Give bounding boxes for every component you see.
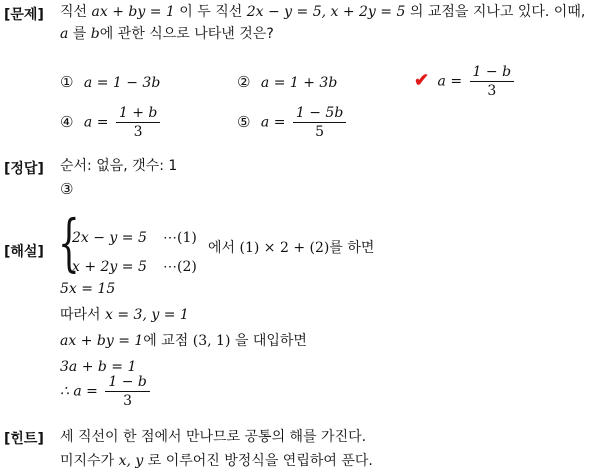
system-tag-1: ⋯(1) xyxy=(163,230,197,246)
choice-1[interactable]: ① a = 1 − 3b xyxy=(60,73,161,91)
hint-label: [힌트] xyxy=(4,431,44,447)
choice-3[interactable]: ✔ a = $\frac{1 - b}{3}$ xyxy=(414,64,514,99)
step-1: 5x = 15 xyxy=(60,281,116,297)
fraction: $\frac{1 + b}{3}$ xyxy=(116,105,161,140)
system-eq-2: x + 2y = 5 xyxy=(72,259,147,275)
problem-label: [문제] xyxy=(4,7,44,23)
problem-line-1: 직선 ax + by = 1 이 두 직선 2x − y = 5, x + 2y = 5 의 교점을 지나고 있다. 이때, xyxy=(60,4,586,20)
answer-info: 순서: 없음, 갯수: 1 xyxy=(60,158,178,174)
equation-pair: 2x − y = 5, x + 2y = 5 xyxy=(246,4,406,20)
system-operation: 에서 (1) × 2 + (2)를 하면 xyxy=(208,240,375,256)
choice-5[interactable]: ⑤ a = $\frac{1 - 5b}{5}$ xyxy=(237,105,346,140)
hint-line-1: 세 직선이 한 점에서 만나므로 공통의 해를 가진다. xyxy=(60,429,367,445)
system-tag-2: ⋯(2) xyxy=(163,259,197,275)
step-5: ∴ a = $\frac{1 - b}{3}$ xyxy=(60,374,150,409)
step-2: 따라서 x = 3, y = 1 xyxy=(60,307,189,323)
choice-4[interactable]: ④ a = $\frac{1 + b}{3}$ xyxy=(60,105,160,140)
answer-value: ③ xyxy=(60,180,74,198)
step-4: 3a + b = 1 xyxy=(60,359,137,375)
fraction: $\frac{1 - b}{3}$ xyxy=(105,374,150,409)
hint-line-2: 미지수가 x, y 로 이루어진 방정식을 연립하여 푼다. xyxy=(60,453,373,469)
equation-main: ax + by = 1 xyxy=(91,4,175,20)
fraction: $\frac{1 - 5b}{5}$ xyxy=(293,105,346,140)
problem-line-2: a 를 b에 관한 식으로 나타낸 것은? xyxy=(60,26,274,42)
fraction: $\frac{1 - b}{3}$ xyxy=(470,64,515,99)
step-3: ax + by = 1에 교점 (3, 1) 을 대입하면 xyxy=(60,333,307,349)
explanation-label: [해설] xyxy=(4,244,44,260)
choice-2[interactable]: ② a = 1 + 3b xyxy=(237,73,338,91)
answer-label: [정답] xyxy=(4,161,44,177)
left-brace: { xyxy=(58,206,80,279)
checkmark-icon: ✔ xyxy=(414,69,430,91)
system-eq-1: 2x − y = 5 xyxy=(72,230,147,246)
